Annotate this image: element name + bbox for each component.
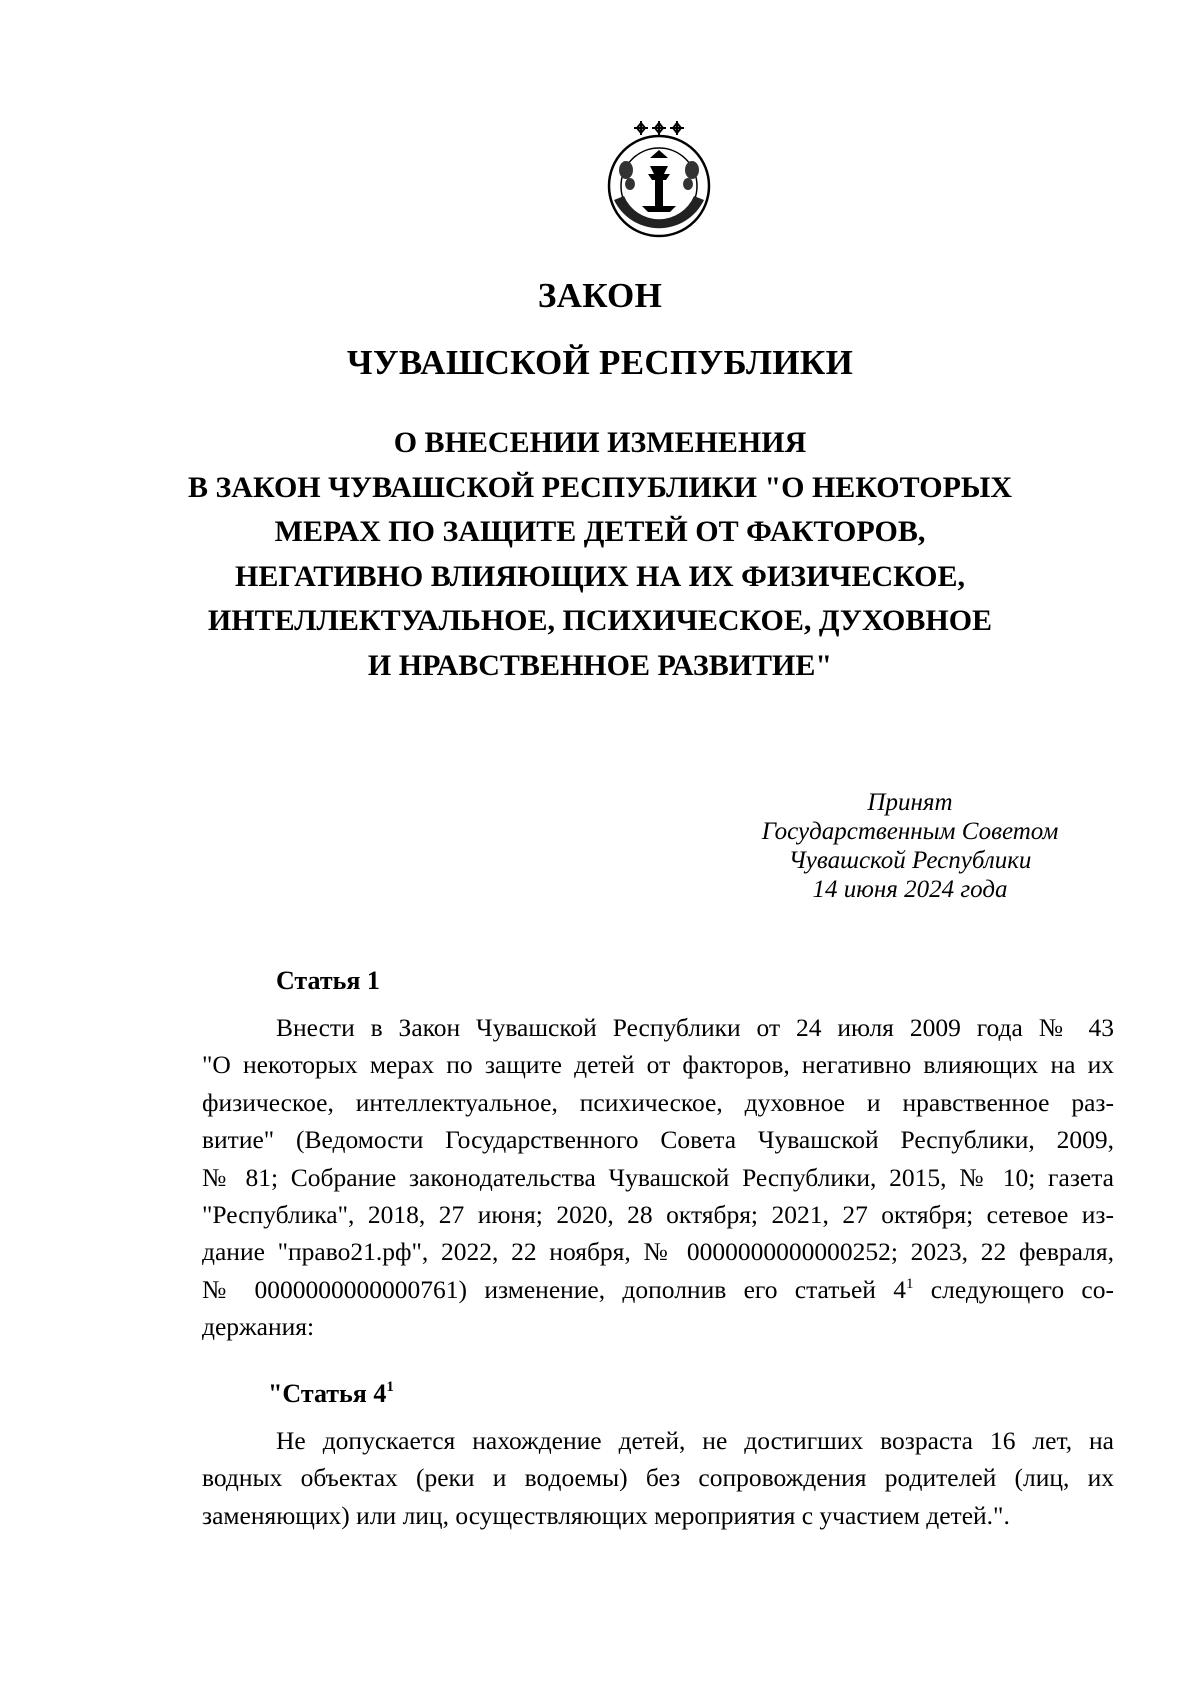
subtitle-line: МЕРАХ ПО ЗАЩИТЕ ДЕТЕЙ ОТ ФАКТОРОВ, (274, 515, 926, 548)
adoption-line: Государственным Советом (761, 818, 1059, 845)
coat-of-arms-icon (594, 120, 724, 242)
star-icon (652, 121, 666, 135)
superscript: 1 (906, 1275, 914, 1292)
paragraph-line: "Республика", 2018, 27 июня; 2020, 28 октября; 2021, 27 октября; сетевое из- (202, 1199, 1114, 1229)
subtitle-line: О ВНЕСЕНИИ ИЗМЕНЕНИЯ (393, 426, 807, 459)
superscript: 1 (386, 1379, 394, 1395)
paragraph-line: физическое, интеллектуальное, психическое, духовное и нравственное раз- (202, 1087, 1114, 1117)
line-text: следующего со- (913, 1274, 1114, 1304)
article-4-1-body (202, 1422, 1114, 1534)
paragraph-line: "О некоторых мерах по защите детей от факторов, негативно влияющих на их (202, 1050, 1114, 1080)
paragraph-line: № 81; Собрание законодательства Чувашской Республики, 2015, № 10; газета (202, 1162, 1114, 1192)
star-icon (634, 121, 648, 135)
article-4-1-heading (268, 1379, 394, 1409)
article-1-heading: Статья 1 (276, 966, 380, 995)
star-icon (670, 121, 684, 135)
paragraph-line (202, 1271, 1114, 1308)
subtitle-line: НЕГАТИВНО ВЛИЯЮЩИХ НА ИХ ФИЗИЧЕСКОЕ, (235, 559, 965, 593)
paragraph-line: держания: (202, 1312, 315, 1342)
paragraph-line: Внести в Закон Чувашской Республики от 24 июля 2009 года № 43 (276, 1013, 1114, 1042)
paragraph-line: витие" (Ведомости Государственного Совета Чувашской Республики, 2009, (202, 1125, 1114, 1155)
document-title-line1: ЗАКОН (537, 276, 663, 315)
adoption-note (760, 788, 1060, 904)
paragraph-line: дание "право21.рф", 2022, 22 ноября, № 0000000000000252; 2023, 22 февраля, (202, 1237, 1114, 1267)
subtitle-line: ИНТЕЛЛЕКТУАЛЬНОЕ, ПСИХИЧЕСКОЕ, ДУХОВНОЕ (207, 604, 993, 637)
paragraph-line: Не допускается нахождение детей, не достигших возраста 16 лет, на (276, 1426, 1114, 1455)
paragraph-line: водных объектах (реки и водоемы) без сопровождения родителей (лиц, их (202, 1463, 1114, 1493)
paragraph-line: заменяющих) или лиц, осуществляющих мероприятия с участием детей.". (202, 1500, 1010, 1530)
document-title-line2: ЧУВАШСКОЙ РЕСПУБЛИКИ (346, 343, 854, 382)
article-1-body (202, 1009, 1114, 1346)
adoption-date: 14 июня 2024 года (812, 876, 1008, 903)
adoption-line: Чувашской Республики (788, 847, 1032, 874)
line-text: № 0000000000000761) изменение, дополнив его статьей 4 (202, 1274, 906, 1304)
subtitle-line: И НРАВСТВЕННОЕ РАЗВИТИЕ" (367, 648, 833, 682)
subtitle-line: В ЗАКОН ЧУВАШСКОЙ РЕСПУБЛИКИ "О НЕКОТОРЫХ (187, 470, 1013, 504)
adoption-line: Принят (867, 789, 953, 816)
law-subtitle (130, 421, 1070, 688)
heading-text: "Статья 4 (268, 1379, 387, 1408)
